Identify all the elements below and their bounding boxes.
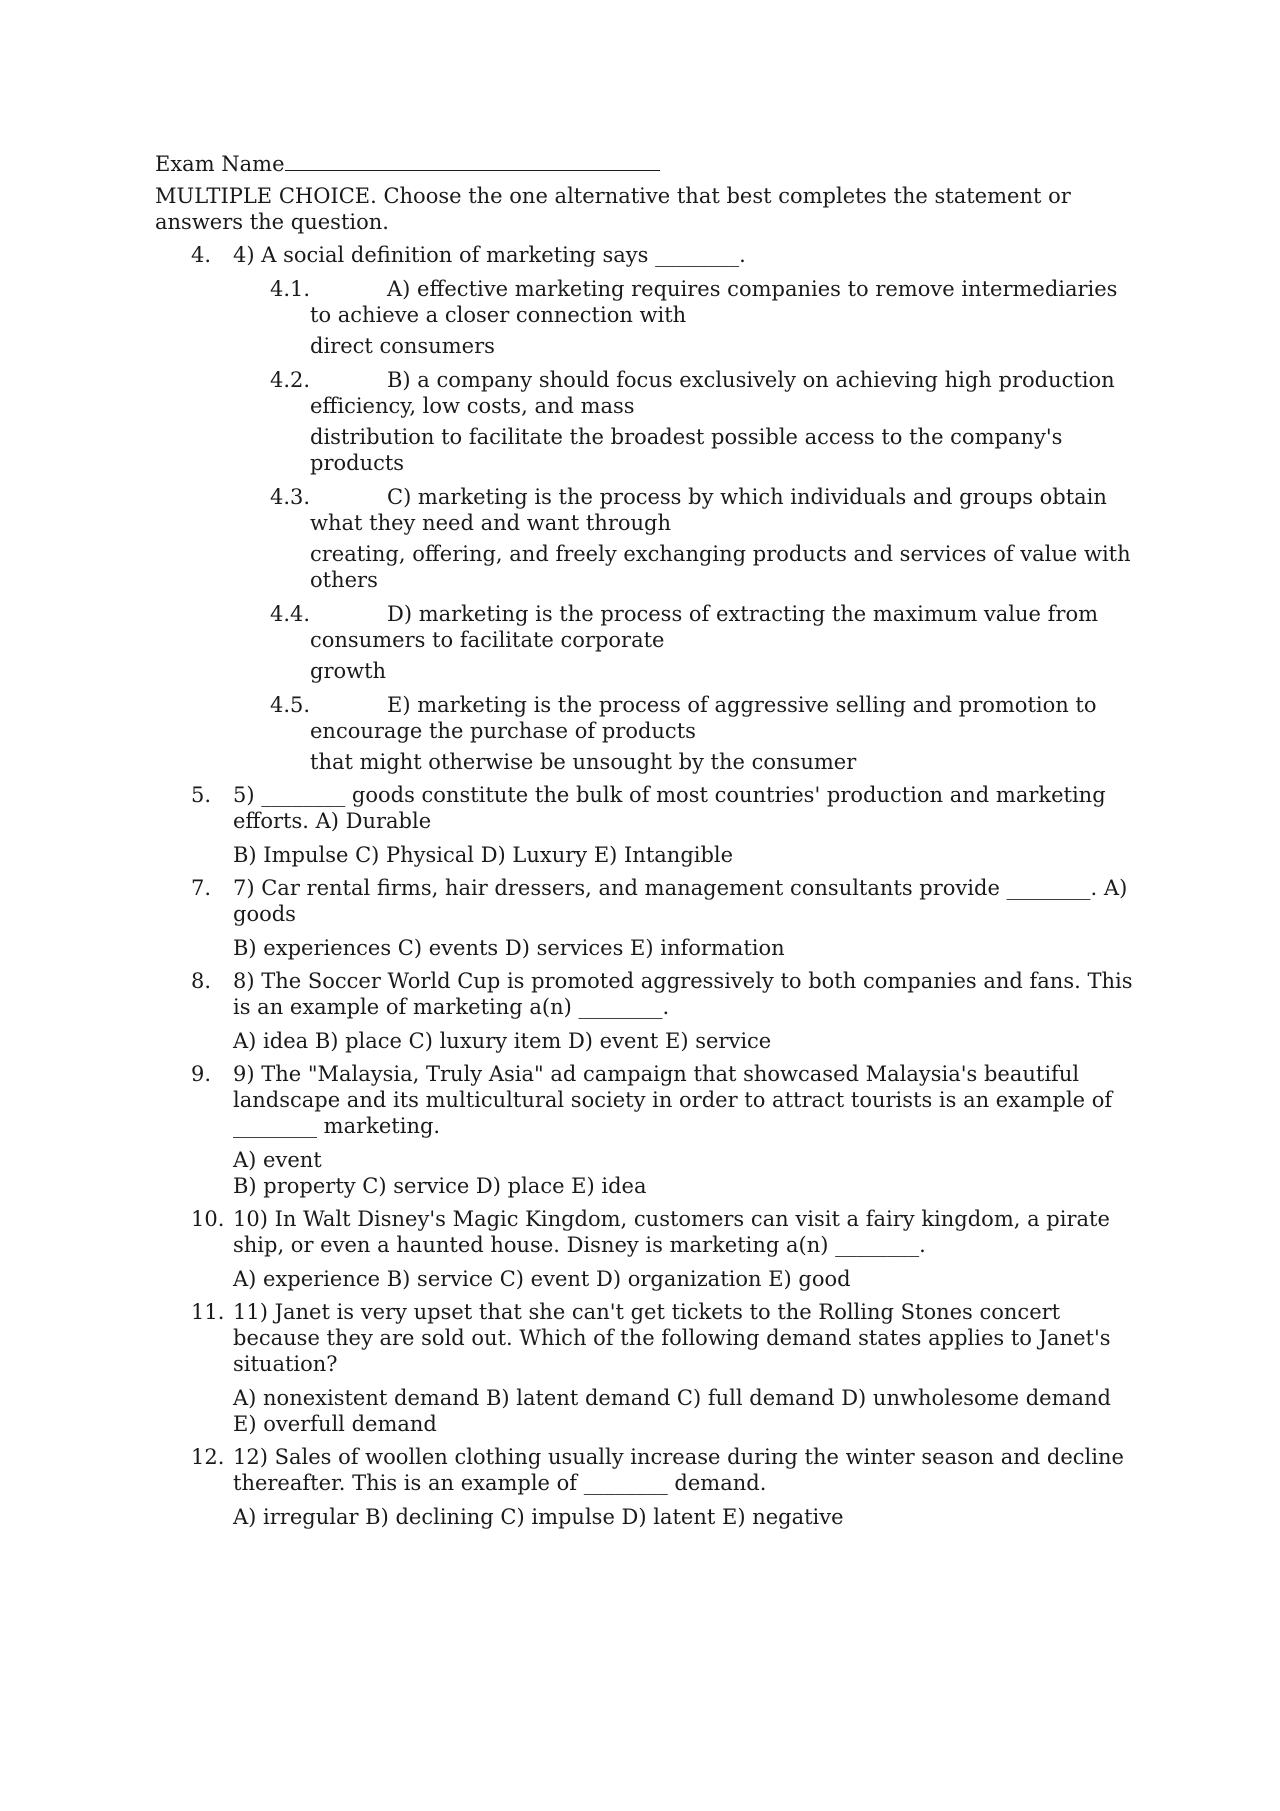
question-number: 8. — [191, 969, 212, 993]
question-5 — [155, 782, 1135, 868]
question-text: 7) Car rental firms, hair dressers, and management consultants provide ________. A) goods — [233, 876, 1128, 926]
option-text-continued: direct consumers — [310, 334, 495, 358]
question-text: 11) Janet is very upset that she can't get tickets to the Rolling Stones concert because they are sold out. Which of the following demand states applies to Janet's situation? — [233, 1300, 1111, 1376]
question-text: 10) In Walt Disney's Magic Kingdom, customers can visit a fairy kingdom, a pirate ship, or even a haunted house. Disney is marketing a(n) ________. — [233, 1207, 1110, 1257]
question-11 — [155, 1299, 1135, 1437]
option-number: 4.4. — [270, 602, 311, 626]
question-10 — [155, 1206, 1135, 1292]
answer-options: B) Impulse C) Physical D) Luxury E) Intangible — [233, 843, 734, 867]
option-text: A) effective marketing requires companies to remove intermediaries to achieve a closer connection with — [310, 277, 1118, 327]
option-text-continued: distribution to facilitate the broadest possible access to the company's products — [310, 425, 1063, 475]
option-text: B) a company should focus exclusively on achieving high production efficiency, low costs, and mass — [310, 368, 1115, 418]
exam-name-row — [155, 150, 1135, 177]
option-4-3 — [155, 484, 1135, 593]
option-number: 4.1. — [270, 277, 311, 301]
answer-options-line-2: B) property C) service D) place E) idea — [233, 1174, 647, 1198]
option-text: D) marketing is the process of extracting the maximum value from consumers to facilitate corporate — [310, 602, 1099, 652]
option-number: 4.5. — [270, 693, 311, 717]
option-4-2 — [155, 367, 1135, 476]
question-7 — [155, 875, 1135, 961]
question-text: 5) ________ goods constitute the bulk of most countries' production and marketing efforts. A) Durable — [233, 783, 1106, 833]
exam-name-label: Exam Name — [155, 152, 285, 176]
question-number: 10. — [191, 1207, 225, 1231]
question-number: 9. — [191, 1062, 212, 1086]
question-4 — [155, 242, 1135, 268]
exam-name-blank — [285, 150, 660, 171]
question-number: 4. — [191, 243, 212, 267]
option-4-1 — [155, 276, 1135, 359]
option-text: C) marketing is the process by which individuals and groups obtain what they need and want through — [310, 485, 1107, 535]
question-number: 7. — [191, 876, 212, 900]
question-text: 9) The "Malaysia, Truly Asia" ad campaign that showcased Malaysia's beautiful landscape and its multicultural society in order to attract tourists is an example of ________ marketing. — [233, 1062, 1113, 1138]
question-text: 8) The Soccer World Cup is promoted aggressively to both companies and fans. This is an example of marketing a(n) ________. — [233, 969, 1133, 1019]
question-number: 11. — [191, 1300, 225, 1324]
question-number: 5. — [191, 783, 212, 807]
option-text-continued: creating, offering, and freely exchanging products and services of value with others — [310, 542, 1131, 592]
option-number: 4.2. — [270, 368, 311, 392]
question-text: 4) A social definition of marketing says ________. — [233, 243, 746, 267]
question-number: 12. — [191, 1445, 225, 1469]
answer-options-line-1: A) event — [233, 1148, 322, 1172]
answer-options: A) nonexistent demand B) latent demand C) full demand D) unwholesome demand E) overfull demand — [233, 1386, 1111, 1436]
option-text: E) marketing is the process of aggressive selling and promotion to encourage the purchase of products — [310, 693, 1097, 743]
option-number: 4.3. — [270, 485, 311, 509]
question-8 — [155, 968, 1135, 1054]
option-4-4 — [155, 601, 1135, 684]
question-12 — [155, 1444, 1135, 1530]
question-9 — [155, 1061, 1135, 1199]
answer-options: B) experiences C) events D) services E) information — [233, 936, 785, 960]
answer-options: A) experience B) service C) event D) organization E) good — [233, 1267, 851, 1291]
instructions: MULTIPLE CHOICE. Choose the one alternative that best completes the statement or answers the question. — [155, 184, 1071, 234]
question-text: 12) Sales of woollen clothing usually increase during the winter season and decline thereafter. This is an example of ________ demand. — [233, 1445, 1124, 1495]
option-text-continued: that might otherwise be unsought by the consumer — [310, 750, 857, 774]
option-4-5 — [155, 692, 1135, 775]
answer-options: A) irregular B) declining C) impulse D) latent E) negative — [233, 1505, 844, 1529]
answer-options: A) idea B) place C) luxury item D) event E) service — [233, 1029, 772, 1053]
option-text-continued: growth — [310, 659, 387, 683]
exam-page — [155, 150, 1135, 1530]
